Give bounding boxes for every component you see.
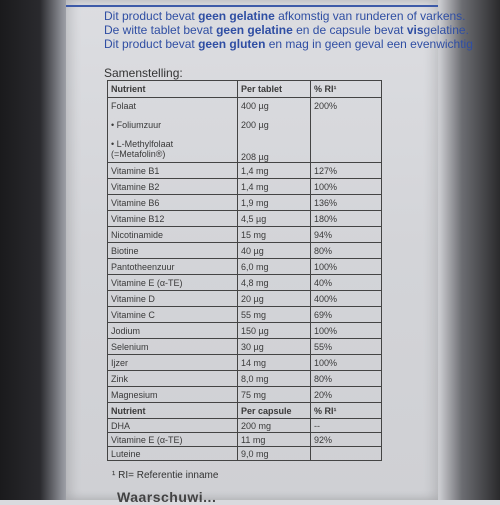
next-section-heading: Waarschuwi... [117,489,217,505]
nutrient-name: Vitamine E (α-TE) [108,433,238,447]
nutrient-name: • L-Methylfolaat (=Metafolin®) [108,137,238,163]
nutrient-ri: 80% [311,243,382,259]
intro-line-2: De witte tablet bevat geen gelatine en de capsule bevat visgelatine. [104,23,469,37]
header-ri: % RI¹ [311,403,382,419]
footnote: ¹ RI= Referentie inname [112,470,219,481]
intro-line-3: Dit product bevat geen gluten en mag in geen geval een evenwichtig [104,37,473,51]
nutrient-ri: 100% [311,259,382,275]
nutrient-ri: -- [311,419,382,433]
nutrient-amount: 1,4 mg [238,179,311,195]
nutrient-name: Vitamine B12 [108,211,238,227]
nutrient-amount: 400 µg [238,98,311,114]
header-per-capsule: Per capsule [238,403,311,419]
nutrient-ri: 40% [311,275,382,291]
nutrient-name: Magnesium [108,387,238,403]
nutrient-ri: 180% [311,211,382,227]
nutrient-name: Zink [108,371,238,387]
table-row [108,114,382,137]
nutrient-amount: 4,5 µg [238,211,311,227]
nutrient-name: Vitamine E (α-TE) [108,275,238,291]
nutrient-amount: 1,4 mg [238,163,311,179]
intro-line-1: Dit product bevat geen gelatine afkomstig van runderen of varkens. [104,9,466,23]
nutrient-name: Jodium [108,323,238,339]
nutrient-name: Selenium [108,339,238,355]
nutrient-ri: 94% [311,227,382,243]
nutrient-amount: 11 mg [238,433,311,447]
nutrient-amount: 55 mg [238,307,311,323]
nutrient-name: Vitamine B1 [108,163,238,179]
table-row [108,339,382,355]
nutrient-amount: 1,9 mg [238,195,311,211]
table-row [108,371,382,387]
nutrient-amount: 30 µg [238,339,311,355]
nutrient-name: Luteine [108,447,238,461]
nutrient-name: Vitamine D [108,291,238,307]
nutrient-amount: 40 µg [238,243,311,259]
nutrient-name: Biotine [108,243,238,259]
table-row [108,419,382,433]
table-row [108,291,382,307]
nutrient-name: • Foliumzuur [108,114,238,137]
nutrient-name: Vitamine B6 [108,195,238,211]
header-nutrient: Nutrient [108,81,238,98]
table-row [108,195,382,211]
nutrient-amount: 14 mg [238,355,311,371]
table-row [108,227,382,243]
nutrient-amount: 6,0 mg [238,259,311,275]
table-row [108,355,382,371]
nutrient-amount: 208 µg [238,137,311,163]
nutrient-amount: 15 mg [238,227,311,243]
nutrient-name: Nicotinamide [108,227,238,243]
nutrient-amount: 75 mg [238,387,311,403]
table-row [108,98,382,114]
table-row [108,179,382,195]
table-row [108,447,382,461]
table-row [108,163,382,179]
table-row [108,307,382,323]
nutrient-ri [311,137,382,163]
nutrient-name: Vitamine B2 [108,179,238,195]
nutrient-ri: 200% [311,98,382,114]
nutrient-name: Ijzer [108,355,238,371]
nutrient-amount: 8,0 mg [238,371,311,387]
table-row [108,259,382,275]
table-row [108,211,382,227]
header-ri: % RI¹ [311,81,382,98]
table-header-row [108,81,382,98]
header-per-tablet: Per tablet [238,81,311,98]
nutrient-ri: 400% [311,291,382,307]
nutrient-amount: 200 mg [238,419,311,433]
nutrient-amount: 4,8 mg [238,275,311,291]
capsule-header-row [108,403,382,419]
table-row [108,243,382,259]
nutrient-amount: 20 µg [238,291,311,307]
nutrient-ri: 20% [311,387,382,403]
section-title: Samenstelling: [104,66,183,80]
nutrient-ri [311,447,382,461]
nutrient-ri: 100% [311,355,382,371]
nutrient-name: DHA [108,419,238,433]
nutrient-ri: 80% [311,371,382,387]
nutrient-ri: 100% [311,179,382,195]
nutrient-ri: 136% [311,195,382,211]
top-rule [66,5,438,7]
nutrient-amount: 150 µg [238,323,311,339]
nutrient-name: Vitamine C [108,307,238,323]
nutrient-name: Folaat [108,98,238,114]
nutrient-table [107,80,382,461]
table-row [108,387,382,403]
nutrient-amount: 9,0 mg [238,447,311,461]
nutrient-ri [311,114,382,137]
nutrient-ri: 92% [311,433,382,447]
nutrient-ri: 127% [311,163,382,179]
header-nutrient: Nutrient [108,403,238,419]
intro-text [104,9,473,51]
table-row [108,323,382,339]
nutrient-ri: 100% [311,323,382,339]
table-row [108,275,382,291]
nutrient-ri: 69% [311,307,382,323]
nutrient-amount: 200 µg [238,114,311,137]
nutrient-ri: 55% [311,339,382,355]
nutrient-name: Pantotheenzuur [108,259,238,275]
table-row [108,137,382,163]
table-row [108,433,382,447]
